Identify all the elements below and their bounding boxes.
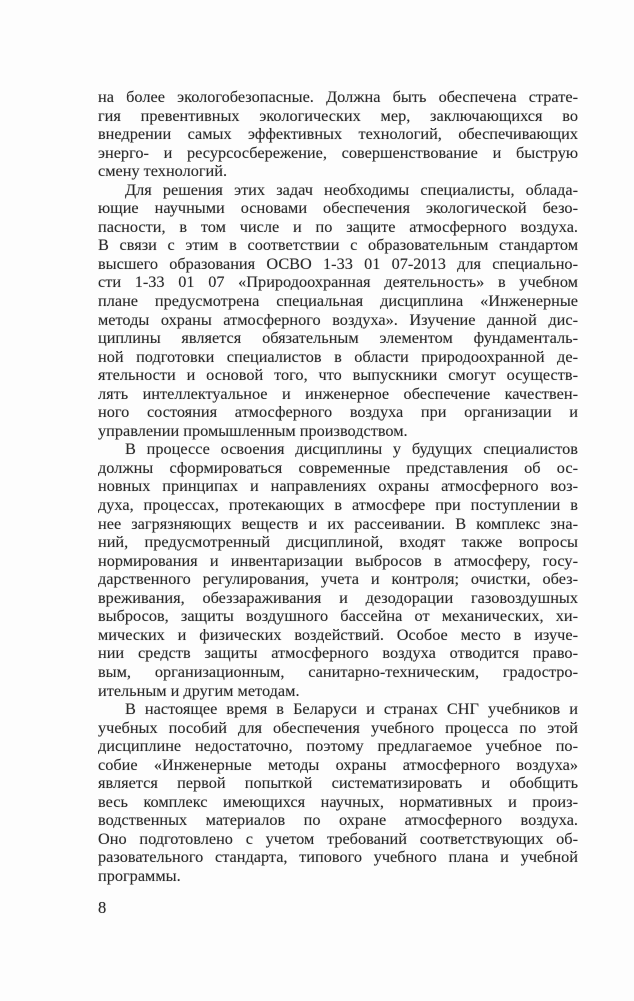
text-line: внедрении самых эффективных технологий, обеспечивающих <box>98 125 578 144</box>
text-line: Оно подготовлено с учетом требований соответствующих об- <box>98 829 578 848</box>
text-line: В настоящее время в Беларуси и странах СНГ учебников и <box>125 700 578 719</box>
paragraph <box>98 700 578 885</box>
text-line: пасности, в том числе и по защите атмосферного воздуха. <box>98 217 578 236</box>
text-line: мических и физических воздействий. Особое место в изуче- <box>98 625 578 644</box>
text-line: циплины является обязательным элементом фундаменталь- <box>98 329 578 348</box>
text-line: В процессе освоения дисциплины у будущих специалистов <box>125 440 578 459</box>
text-line: плане предусмотрена специальная дисциплина «Инженерные <box>98 292 578 311</box>
text-line: собие «Инженерные методы охраны атмосферного воздуха» <box>98 755 578 774</box>
text-line: вым, организационным, санитарно-техническим, градостро- <box>98 662 578 681</box>
text-line: энерго- и ресурсосбережение, совершенствование и быструю <box>98 143 578 162</box>
page-number: 8 <box>98 898 107 917</box>
text-line: управлении промышленным производством. <box>98 421 408 440</box>
text-line: методы охраны атмосферного воздуха». Изучение данной дис- <box>98 310 578 329</box>
paragraph <box>98 88 578 181</box>
text-line: ний, предусмотренный дисциплиной, входят также вопросы <box>98 533 578 552</box>
text-line: вреживания, обеззараживания и дезодорации газовоздушных <box>98 588 578 607</box>
text-line: нии средств защиты атмосферного воздуха отводится право- <box>98 644 578 663</box>
text-line: выбросов, защиты воздушного бассейна от механических, хи- <box>98 607 578 626</box>
paragraph <box>98 440 578 700</box>
text-line: гия превентивных экологических мер, заключающихся во <box>98 106 578 125</box>
paragraph <box>98 181 578 441</box>
text-line: является первой попыткой систематизировать и обобщить <box>98 774 578 793</box>
page-text <box>98 88 578 886</box>
text-line: ительным и другим методам. <box>98 681 300 700</box>
text-line: высшего образования ОСВО 1-33 01 07-2013 для специально- <box>98 254 578 273</box>
text-line: должны сформироваться современные представления об ос- <box>98 458 578 477</box>
text-line: нее загрязняющих веществ и их рассеивании. В комплекс зна- <box>98 514 578 533</box>
text-line: весь комплекс имеющихся научных, нормативных и произ- <box>98 792 578 811</box>
text-line: сти 1-33 01 07 «Природоохранная деятельность» в учебном <box>98 273 578 292</box>
text-line: дарственного регулирования, учета и контроля; очистки, обез- <box>98 570 578 589</box>
text-line: ятельности и основой того, что выпускники смогут осуществ- <box>98 366 578 385</box>
text-line: новных принципах и направлениях охраны атмосферного воз- <box>98 477 578 496</box>
text-line: программы. <box>98 866 181 885</box>
text-line: нормирования и инвентаризации выбросов в атмосферу, госу- <box>98 551 578 570</box>
text-line: смену технологий. <box>98 162 228 181</box>
text-line: ной подготовки специалистов в области природоохранной де- <box>98 347 578 366</box>
text-line: ного состояния атмосферного воздуха при организации и <box>98 403 578 422</box>
text-line: разовательного стандарта, типового учебного плана и учебной <box>98 848 578 867</box>
text-line: дисциплине недостаточно, поэтому предлагаемое учебное по- <box>98 737 578 756</box>
text-line: водственных материалов по охране атмосферного воздуха. <box>98 811 578 830</box>
text-line: Для решения этих задач необходимы специалисты, облада- <box>125 180 578 199</box>
text-line: духа, процессах, протекающих в атмосфере при поступлении в <box>98 496 578 515</box>
text-line: учебных пособий для обеспечения учебного процесса по этой <box>98 718 578 737</box>
text-line: лять интеллектуальное и инженерное обеспечение качествен- <box>98 384 578 403</box>
text-line: В связи с этим в соответствии с образовательным стандартом <box>98 236 578 255</box>
text-line: на более экологобезопасные. Должна быть обеспечена страте- <box>98 88 578 106</box>
text-line: ющие научными основами обеспечения экологической безо- <box>98 199 578 218</box>
